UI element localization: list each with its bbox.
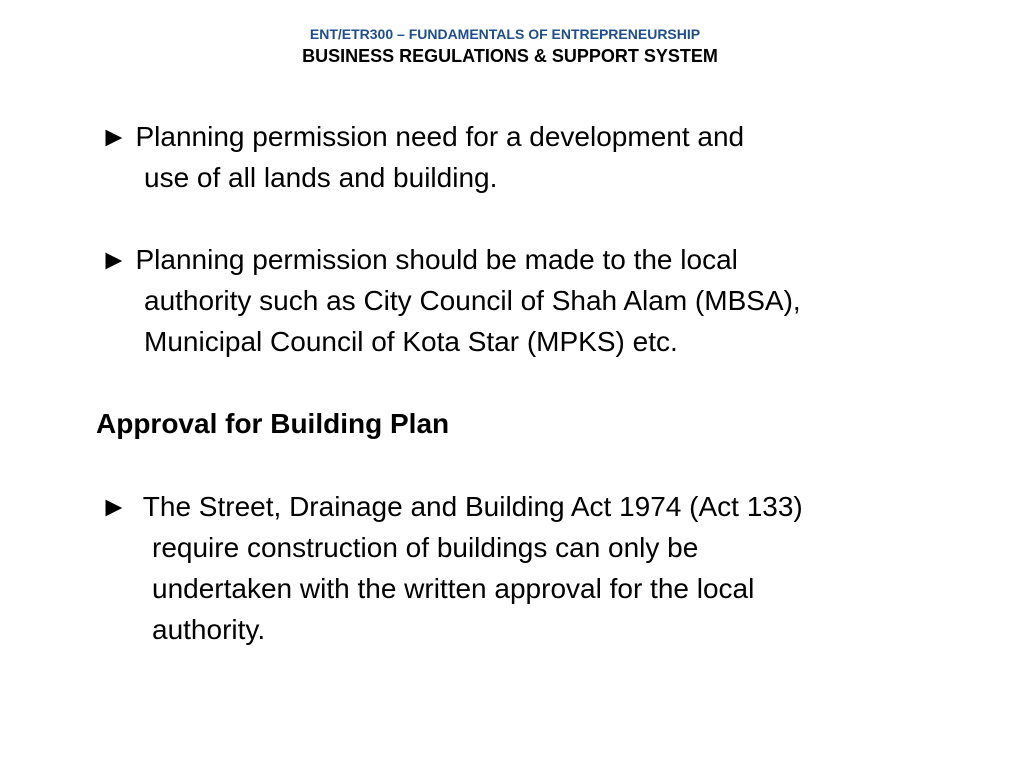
bullet-continuation: use of all lands and building. — [144, 162, 498, 193]
bullet-arrow-icon: ► — [100, 244, 128, 275]
bullet-continuation: Municipal Council of Kota Star (MPKS) etc. — [144, 326, 678, 357]
bullet-arrow-icon: ► — [100, 491, 128, 522]
bullet-text: Planning permission need for a development and — [135, 121, 745, 152]
bullet-text: The Street, Drainage and Building Act 1974 (Act 133) — [142, 491, 803, 522]
bullet-continuation: authority such as City Council of Shah Alam (MBSA), — [144, 285, 801, 316]
bullet-point-planning-need — [100, 116, 744, 198]
bullet-line — [100, 486, 803, 527]
bullet-line — [100, 239, 801, 280]
bullet-line — [100, 116, 744, 157]
bullet-continuation: undertaken with the written approval for the local — [152, 573, 755, 604]
bullet-text: Planning permission should be made to the local — [135, 244, 738, 275]
section-heading: Approval for Building Plan — [96, 408, 450, 439]
bullet-arrow-icon: ► — [100, 121, 128, 152]
bullet-continuation: authority. — [152, 614, 266, 645]
topic-title: BUSINESS REGULATIONS & SUPPORT SYSTEM — [302, 46, 718, 66]
bullet-continuation: require construction of buildings can only be — [152, 532, 699, 563]
bullet-point-street-act — [100, 486, 803, 650]
slide-header — [0, 24, 1024, 68]
bullet-point-local-authority — [100, 239, 801, 362]
course-title: ENT/ETR300 – FUNDAMENTALS OF ENTREPRENEURSHIP — [309, 26, 701, 42]
